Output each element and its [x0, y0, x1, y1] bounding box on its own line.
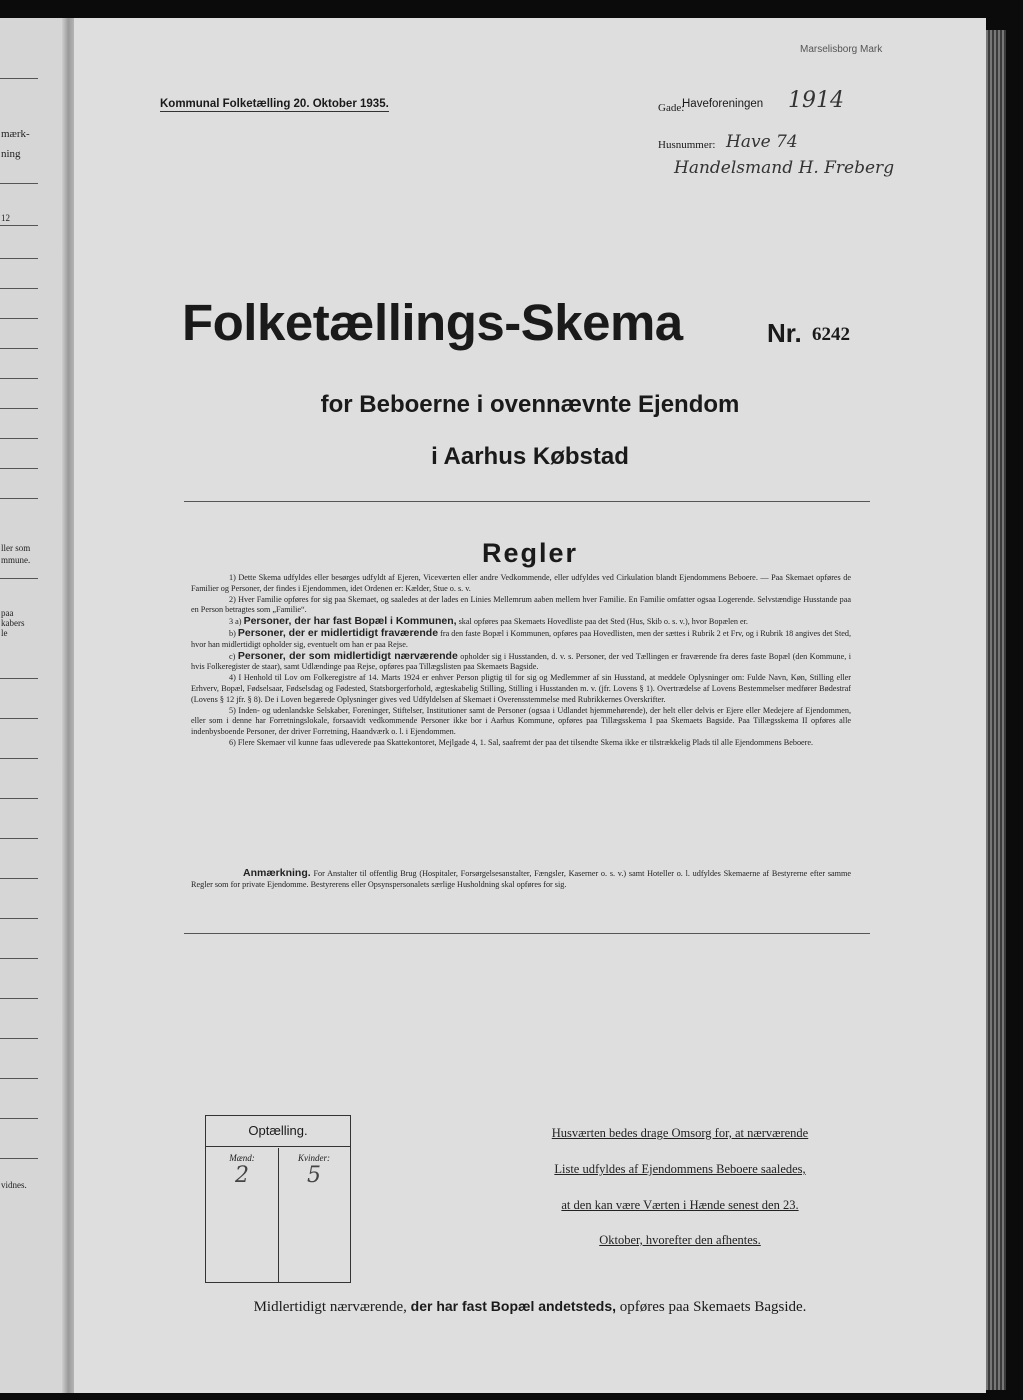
kvinder-column [278, 1148, 350, 1282]
anmaerkning [191, 868, 851, 890]
divider [0, 408, 38, 409]
divider [0, 758, 38, 759]
divider [0, 958, 38, 959]
gade-value: Haveforeningen [682, 98, 764, 110]
fragment-text: vidnes. [1, 1180, 27, 1190]
divider [0, 498, 38, 499]
husvaert-note-line-2: Liste udfyldes af Ejendommens Beboere saaledes, [554, 1162, 806, 1176]
footer-post: opføres paa Skemaets Bagside. [619, 1299, 807, 1315]
form-number: 6242 [812, 324, 850, 345]
divider [0, 838, 38, 839]
optaelling-box [205, 1115, 351, 1283]
rule-6: 6) Flere Skemaer vil kunne faas udleverede paa Skattekontoret, Mejlgade 4, 1. Sal, saafremt der paa det tilsendte Skema ikke er tilstrækkelig Plads til alle Ejendommens Beboere. [229, 737, 814, 747]
divider [0, 438, 38, 439]
census-title: Kommunal Folketælling 20. Oktober 1935. [160, 98, 389, 110]
divider [0, 318, 38, 319]
rule-3b-text: fra den faste Bopæl i Kommunen, opføres paa Hovedlisten, men der sættes i Rubrik 2 et Frv, og i Rubrik 18 angives det Sted, hvor han midlertidigt opholder sig, eventuelt om han er paa Rejse. [191, 628, 852, 649]
rule-1: 1) Dette Skema udfyldes eller besørges udfyldt af Ejeren, Viceværten eller andre Vedkommende, eller udfyldes ved Cirkulation blandt Ejendommens Beboere. — Paa Skemaet opføres de Familier og Personer, der findes i Ejendommen, idet Ordenen er: Kælder, Stue o. s. v. [191, 573, 851, 593]
anmaerkning-text: For Anstalter til offentlig Brug (Hospitaler, Forsørgelsesanstalter, Fængsler, Kaserner o. s. v.) samt Hoteller o. l. udfyldes Skemaerne af Bestyrerne efter samme Regler som for private Ejendomme. Bestyrerens eller Opsynspersonalets særlige Husholdning skal opføres for sig. [191, 869, 852, 889]
divider [0, 578, 38, 579]
rule-3c-number: c) [229, 651, 236, 661]
divider [0, 258, 38, 259]
fragment-text: le [1, 628, 8, 638]
divider [0, 678, 38, 679]
divider [0, 878, 38, 879]
fragment-text: ller som [1, 543, 31, 553]
census-form-page [74, 18, 986, 1393]
divider [0, 1118, 38, 1119]
divider [0, 718, 38, 719]
rule-3c [191, 651, 851, 674]
divider [0, 998, 38, 999]
divider [0, 378, 38, 379]
form-subtitle-1: for Beboerne i ovennævnte Ejendom [320, 391, 740, 418]
divider [0, 1038, 38, 1039]
rule-4: 4) I Henhold til Lov om Folkeregistre af 14. Marts 1924 er enhver Person pligtig til for sig og Medlemmer af sin Husstand, at meddele Oplysninger om: Fulde Navn, Køn, Stilling eller Erhverv, Bopæl, Fødselsaar, Fødselsdag og Fødested, Statsborgerforhold, ægteskabelig Stilling, Stilling i Husstanden m. v. (jfr. Lovens § 1). Overtrædelse af Lovens Bestemmelser medfører Bødestraf (Lovens § 12 jfr. § 8). De i Loven begærede Oplysninger gives ved Udfyldelsen af Skemaet i Overensstemmelse med Rubrikkernes Overskrifter. [191, 673, 851, 704]
form-number-label: Nr. [767, 318, 802, 348]
gade-label: Gade: [658, 102, 685, 114]
divider [0, 798, 38, 799]
anmaerkning-lead: Anmærkning. [243, 867, 311, 879]
rule-3c-lead: Personer, der som midlertidigt nærværende [237, 649, 458, 662]
footer-pre: Midlertidigt nærværende, [253, 1299, 407, 1315]
regler-text [191, 573, 851, 749]
divider [0, 348, 38, 349]
husvaert-note-line-4: Oktober, hvorefter den afhentes. [599, 1233, 761, 1247]
rule-3a-number: 3 a) [229, 617, 242, 627]
divider-top [184, 501, 870, 502]
corner-stamp: Marselisborg Mark [800, 44, 883, 55]
divider [0, 183, 38, 184]
rule-3a-lead: Personer, der har fast Bopæl i Kommunen, [243, 615, 457, 628]
footer-note [74, 1298, 986, 1316]
fragment-text: ning [1, 148, 21, 160]
optaelling-title: Optælling. [206, 1116, 350, 1147]
rule-5: 5) Inden- og udenlandske Selskaber, Foreninger, Stiftelser, Institutioner samt de Personer (ogsaa i Udlandet hjemmehørende), der helt eller delvis er Ejere eller Medejere af Ejendommen, eller som i denne har Forretningslokale, forsaavidt vedkommende Personer ikke bor i Aarhus Kommune, opføres paa Tillægsskema I paa Skemaets Bagside. Paa Tillægsskema II opføres alle indenbysboende Personer, der driver Forretning, Haandværk o. l. i Ejendommen. [191, 705, 851, 737]
rule-2: 2) Hver Familie opføres for sig paa Skemaet, og saaledes at der lades en Linies Mellemrum aaben mellem hver Familie. En Familie omfatter ogsaa Logerende. Selvstændige Husstande paa en Person betragtes som „Familie“. [191, 594, 851, 615]
husvaert-note-line-3: at den kan være Værten i Hænde senest den 23. [561, 1198, 799, 1212]
regler-heading: Regler [481, 538, 579, 568]
husnummer-handwritten: Have 74 [726, 132, 798, 152]
husvaert-note-line-1: Husværten bedes drage Omsorg for, at nærværende [551, 1126, 809, 1140]
form-subtitle-2: i Aarhus Købstad [431, 443, 629, 470]
divider [0, 468, 38, 469]
page-stack-edge [986, 30, 1006, 1390]
rule-3b-number: b) [229, 628, 236, 638]
divider [0, 918, 38, 919]
handwritten-name: Handelsmand H. Freberg [674, 158, 895, 178]
fragment-text: mmune. [1, 555, 31, 565]
divider [0, 78, 38, 79]
gade-handwritten: 1914 [788, 88, 844, 113]
fragment-text: 12 [1, 213, 10, 223]
divider [0, 1158, 38, 1159]
divider [0, 1078, 38, 1079]
divider-bottom [184, 933, 870, 934]
husnummer-label: Husnummer: [658, 139, 716, 151]
divider [0, 288, 38, 289]
rule-3b-lead: Personer, der er midlertidigt fraværende [237, 626, 439, 639]
fragment-text: paa [1, 608, 14, 618]
kvinder-label: Kvinder: [298, 1153, 330, 1163]
maend-label: Mænd: [229, 1153, 255, 1163]
rule-3a-text: skal opføres paa Skemaets Hovedliste paa det Sted (Hus, Skib o. s. v.), hvor Bopælen er. [458, 617, 748, 627]
form-title: Folketællings-Skema [182, 294, 683, 351]
anmaerkning-paragraph [191, 868, 851, 890]
fragment-text: mærk- [1, 128, 30, 140]
fragment-text: kabers [1, 618, 25, 628]
maend-column [206, 1148, 279, 1282]
rule-3c-text: opholder sig i Husstanden, d. v. s. Personer, der ved Tællingen er fraværende fra deres faste Bopæl (den Kommune, i hvis Folkeregister de staar), samt Udlændinge paa Rejse, opføres paa Tillægslisten paa Skemaets Bagside. [191, 651, 852, 672]
divider [0, 225, 38, 226]
maend-value: 2 [235, 1163, 249, 1188]
rule-3b [191, 628, 851, 651]
kvinder-value: 5 [307, 1163, 321, 1188]
footer-bold: der har fast Bopæl andetsteds, [410, 1298, 617, 1314]
